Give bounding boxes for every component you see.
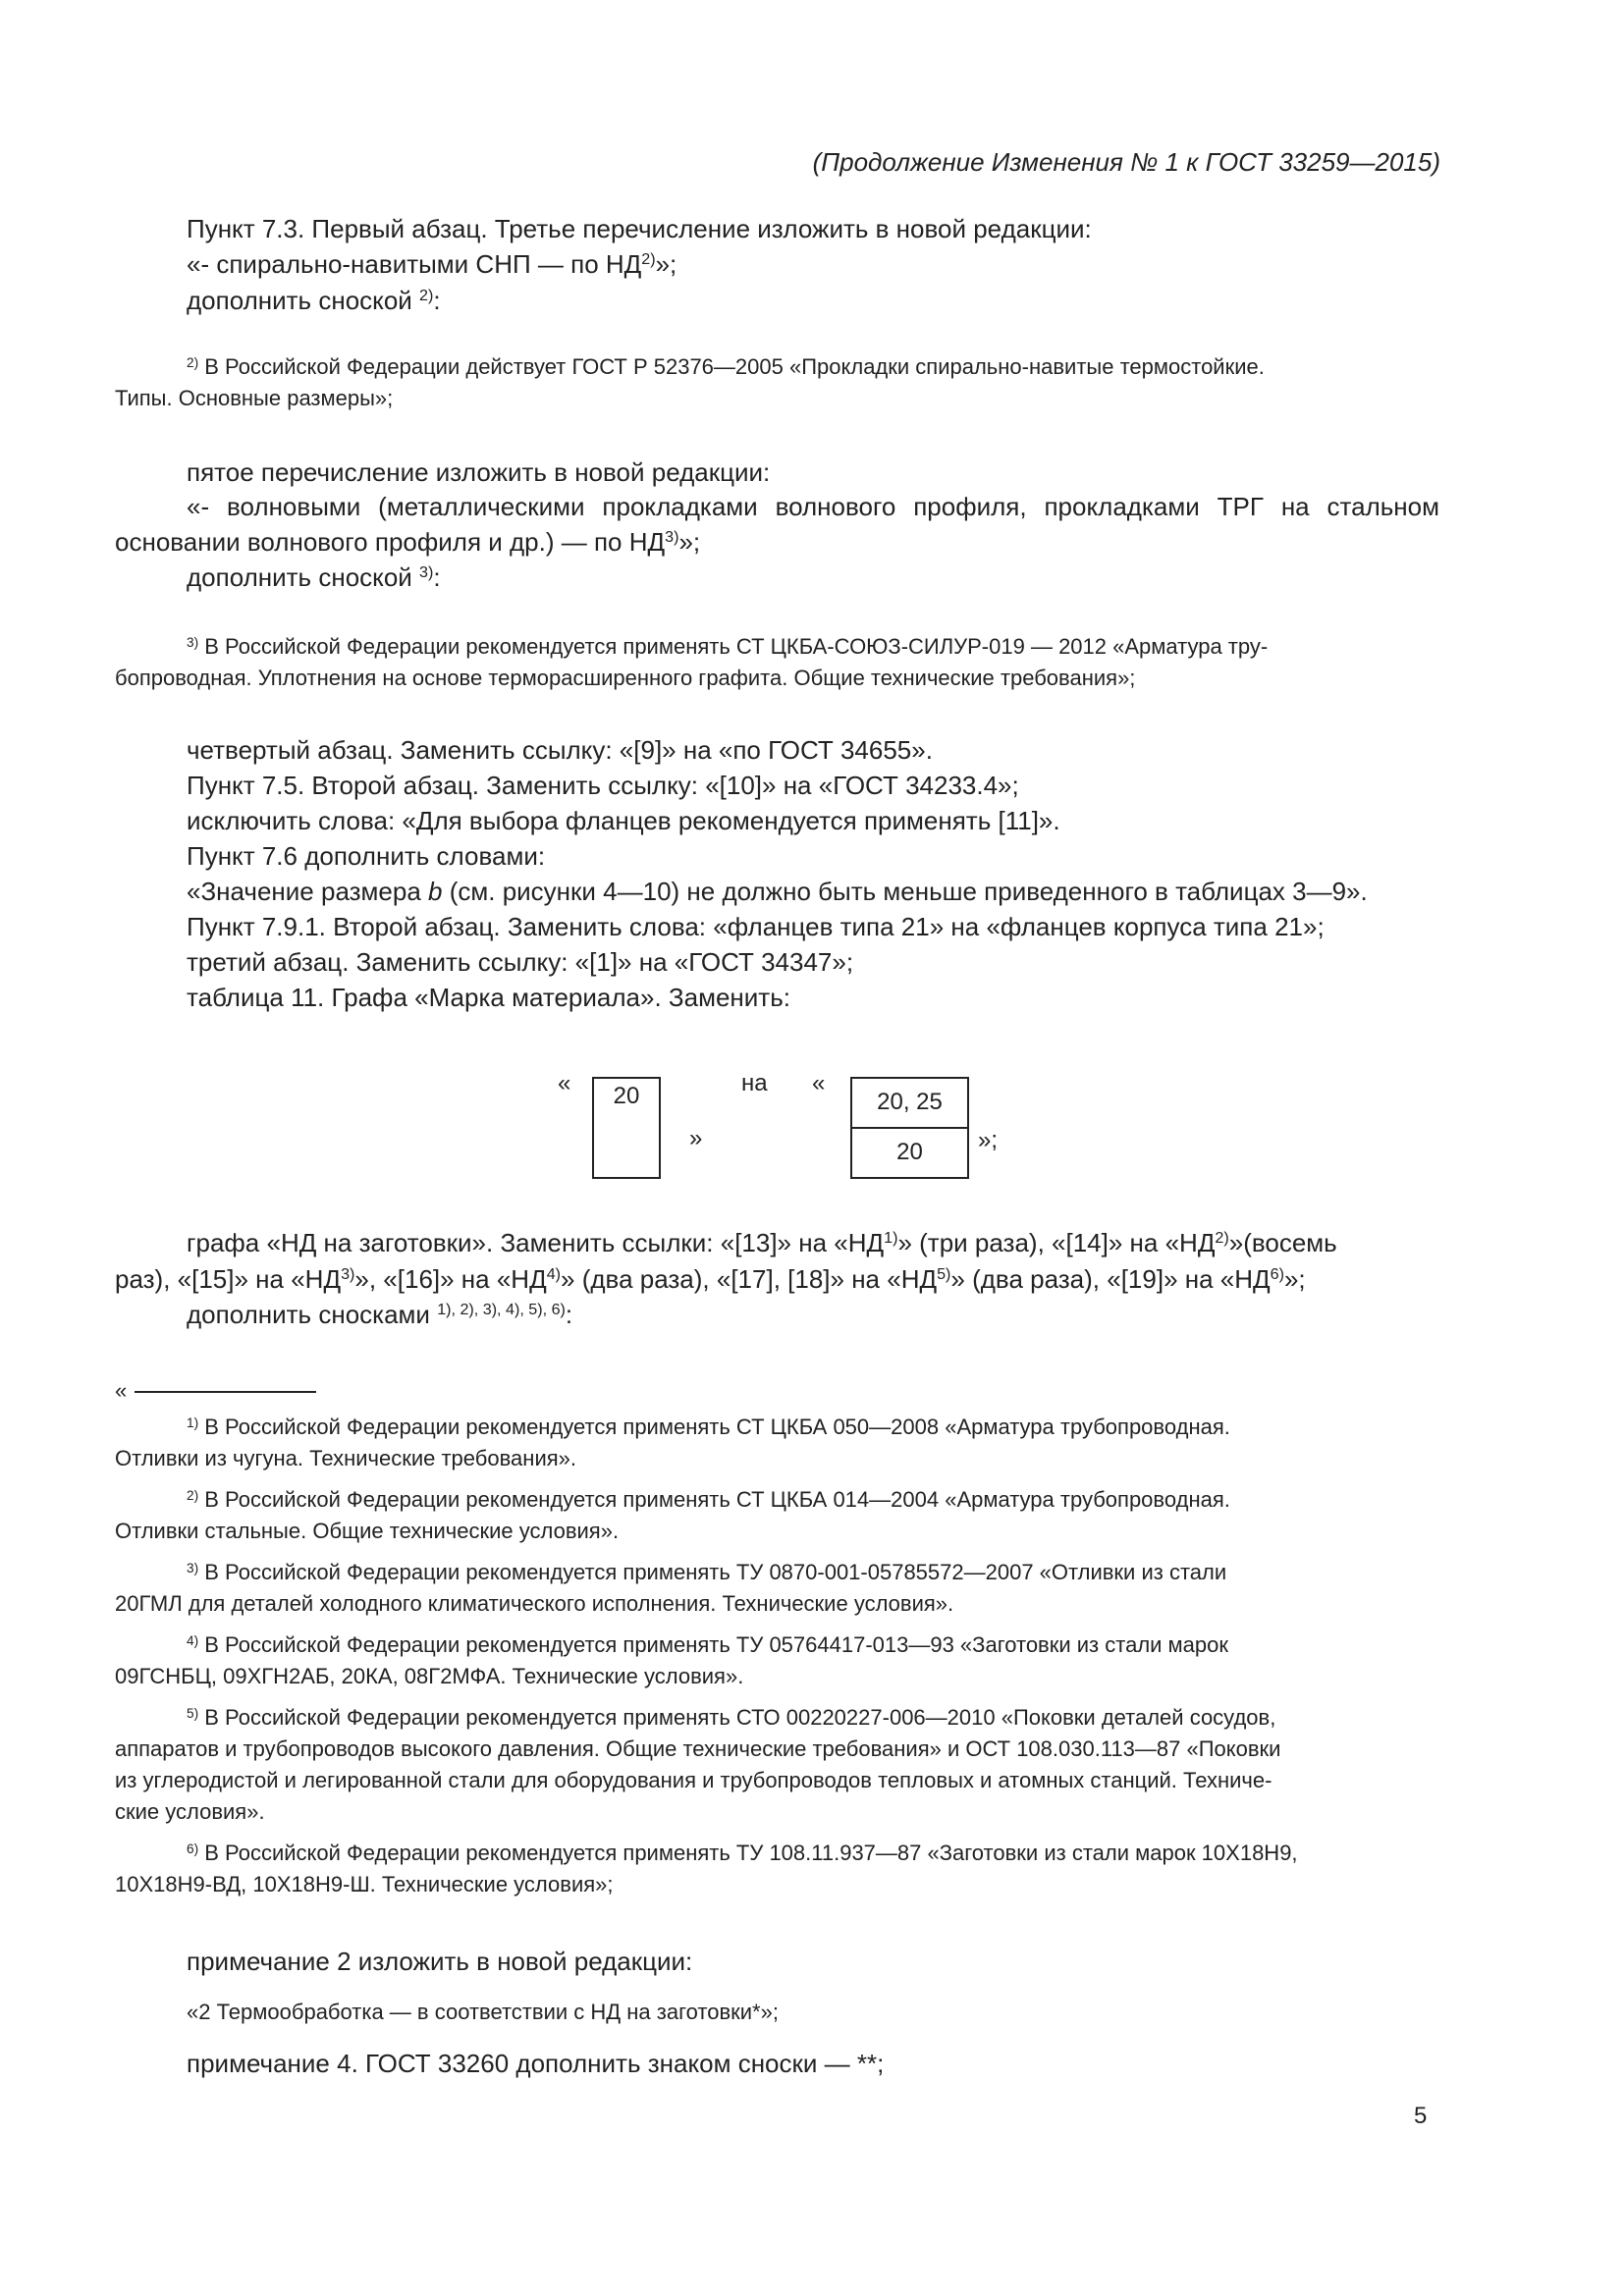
footnote: $^{2)}$ В Российской Федерации рекомендуется применять СТ ЦКБА 014—2004 «Арматура трубопроводная. bbox=[187, 1487, 1230, 1512]
footnote: $^{3)}$ В Российской Федерации рекомендуется применять ТУ 0870-001-05785572—2007 «Отливки из стали bbox=[187, 1560, 1227, 1584]
footnote: $^{6)}$ В Российской Федерации рекомендуется применять ТУ 108.11.937—87 «Заготовки из стали марок 10Х18Н9, bbox=[187, 1841, 1298, 1865]
paragraph: «Значение размера b (см. рисунки 4—10) не должно быть меньше приведенного в таблицах 3—9». bbox=[187, 877, 1368, 906]
footnote: Отливки из чугуна. Технические требования». bbox=[115, 1446, 576, 1470]
footnote: 20ГМЛ для деталей холодного климатического исполнения. Технические условия». bbox=[115, 1591, 954, 1616]
footnote: $^{4)}$ В Российской Федерации рекомендуется применять ТУ 05764417-013—93 «Заготовки из стали марок bbox=[187, 1632, 1229, 1657]
paragraph: «2 Термообработка — в соответствии с НД на заготовки*»; bbox=[187, 2000, 779, 2024]
footnote-open-quote: « bbox=[115, 1378, 128, 1403]
close-quote: » bbox=[689, 1125, 703, 1151]
paragraph: примечание 2 изложить в новой редакции: bbox=[187, 1947, 693, 1976]
paragraph: Пункт 7.3. Первый абзац. Третье перечисление изложить в новой редакции: bbox=[187, 214, 1092, 243]
paragraph: Пункт 7.9.1. Второй абзац. Заменить слова: «фланцев типа 21» на «фланцев корпуса типа 21»; bbox=[187, 912, 1325, 941]
paragraph: основании волнового профиля и др.) — по НД$^{3)}$»; bbox=[115, 527, 701, 557]
paragraph: третий абзац. Заменить ссылку: «[1]» на «ГОСТ 34347»; bbox=[187, 947, 854, 977]
paragraph: «- волновыми (металлическими прокладками волнового профиля, прокладками ТРГ на стальном bbox=[187, 492, 1439, 521]
new-value-2: 20 bbox=[896, 1139, 923, 1165]
page-header: (Продолжение Изменения № 1 к ГОСТ 33259—2015) bbox=[812, 147, 1440, 177]
footnote: $^{5)}$ В Российской Федерации рекомендуется применять СТО 00220227-006—2010 «Поковки деталей сосудов, bbox=[187, 1705, 1276, 1730]
footnote: $^{1)}$ В Российской Федерации рекомендуется применять СТ ЦКБА 050—2008 «Арматура трубопроводная. bbox=[187, 1415, 1230, 1439]
close-quote: »; bbox=[978, 1127, 999, 1153]
page-number: 5 bbox=[1414, 2103, 1428, 2129]
replace-word: на bbox=[741, 1070, 768, 1096]
old-value-cell bbox=[592, 1077, 661, 1179]
footnote: из углеродистой и легированной стали для оборудования и трубопроводов тепловых и атомных станций. Техниче- bbox=[115, 1768, 1272, 1792]
new-value-cell bbox=[850, 1077, 969, 1179]
paragraph: пятое перечисление изложить в новой редакции: bbox=[187, 457, 771, 487]
paragraph: таблица 11. Графа «Марка материала». Заменить: bbox=[187, 983, 790, 1012]
paragraph: дополнить сноской $^{2)}$: bbox=[187, 286, 441, 315]
footnote: 10Х18Н9-ВД, 10Х18Н9-Ш. Технические условия»; bbox=[115, 1872, 614, 1896]
footnote: 09ГСНБЦ, 09ХГН2АБ, 20КА, 08Г2МФА. Технические условия». bbox=[115, 1664, 744, 1688]
paragraph: «- спирально-навитыми СНП — по НД$^{2)}$»; bbox=[187, 249, 677, 279]
footnote: Отливки стальные. Общие технические условия». bbox=[115, 1519, 620, 1543]
footnote: бопроводная. Уплотнения на основе терморасширенного графита. Общие технические требования»; bbox=[115, 666, 1136, 690]
open-quote: « bbox=[558, 1070, 571, 1096]
paragraph: графа «НД на заготовки». Заменить ссылки: «[13]» на «НД$^{1)}$» (три раза), «[14]» на «НД$^{2)}$»(восемь bbox=[187, 1228, 1337, 1257]
footnote: $^{2)}$ В Российской Федерации действует ГОСТ Р 52376—2005 «Прокладки спирально-навитые термостойкие. bbox=[187, 354, 1265, 379]
footnote: Типы. Основные размеры»; bbox=[115, 386, 394, 410]
paragraph: раз), «[15]» на «НД$^{3)}$», «[16]» на «НД$^{4)}$» (два раза), «[17], [18]» на «НД$^{5)}$» (два раза), «[19]» на «НД$^{6)}$»; bbox=[115, 1264, 1306, 1294]
paragraph: дополнить сносками $^{1), 2), 3), 4), 5), 6)}$: bbox=[187, 1300, 573, 1329]
paragraph: дополнить сноской $^{3)}$: bbox=[187, 562, 441, 592]
footnote: аппаратов и трубопроводов высокого давления. Общие технические требования» и ОСТ 108.030.113—87 «Поковки bbox=[115, 1736, 1281, 1761]
paragraph: примечание 4. ГОСТ 33260 дополнить знаком сноски — **; bbox=[187, 2049, 885, 2078]
paragraph: Пункт 7.6 дополнить словами: bbox=[187, 841, 546, 871]
old-value: 20 bbox=[613, 1083, 640, 1109]
footnote: ские условия». bbox=[115, 1799, 265, 1824]
footnote: $^{3)}$ В Российской Федерации рекомендуется применять СТ ЦКБА-СОЮЗ-СИЛУР-019 — 2012 «Арматура тру- bbox=[187, 634, 1269, 659]
open-quote: « bbox=[812, 1070, 826, 1096]
footnote-separator bbox=[135, 1391, 316, 1393]
new-value-1: 20, 25 bbox=[877, 1089, 943, 1115]
paragraph: исключить слова: «Для выбора фланцев рекомендуется применять [11]». bbox=[187, 806, 1060, 835]
paragraph: Пункт 7.5. Второй абзац. Заменить ссылку: «[10]» на «ГОСТ 34233.4»; bbox=[187, 771, 1019, 800]
paragraph: четвертый абзац. Заменить ссылку: «[9]» на «по ГОСТ 34655». bbox=[187, 735, 933, 765]
